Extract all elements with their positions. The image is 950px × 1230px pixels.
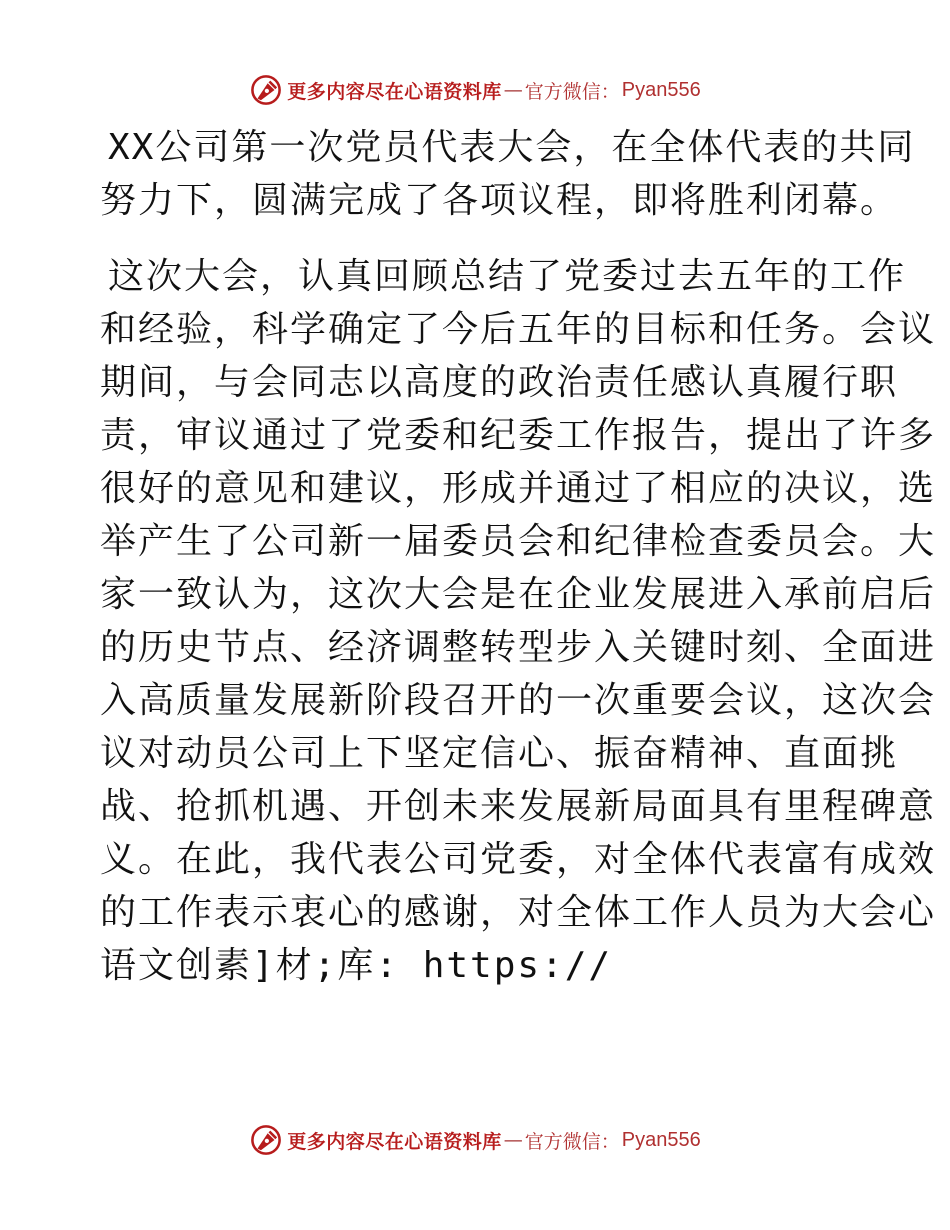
banner-wechat-label: 官方微信：: [524, 80, 620, 103]
paragraph-line: 责，审议通过了党委和纪委工作报告，提出了许多: [100, 415, 937, 456]
paragraph-line: 举产生了公司新一届委员会和纪律检查委员会。大: [100, 521, 937, 562]
paragraph-2: [100, 250, 937, 992]
pen-nib-logo-icon: [249, 1123, 283, 1157]
paragraph-line: 的工作表示衷心的感谢，对全体工作人员为大会心: [100, 892, 937, 933]
paragraph-line: 期间，与会同志以高度的政治责任感认真履行职: [100, 362, 899, 403]
banner-wechat-label: 官方微信：: [524, 1130, 620, 1153]
paragraph-line: 义。在此，我代表公司党委，对全体代表富有成效: [100, 839, 937, 880]
paragraph-1: [100, 121, 916, 227]
paragraph-line: XX公司第一次党员代表大会，在全体代表的共同: [108, 127, 916, 168]
paragraph-line: 和经验，科学确定了今后五年的目标和任务。会议: [100, 309, 937, 350]
paragraph-line: 这次大会，认真回顾总结了党委过去五年的工作: [108, 256, 907, 297]
paragraph-line: 家一致认为，这次大会是在企业发展进入承前启后: [100, 574, 937, 615]
banner-text: 更多内容尽在心语资料库: [287, 1130, 502, 1153]
header-watermark-banner: [0, 68, 950, 112]
pen-nib-logo-icon: [249, 73, 283, 107]
paragraph-line: 战、抢抓机遇、开创未来发展新局面具有里程碑意: [100, 786, 937, 827]
footer-watermark-banner: [0, 1118, 950, 1162]
banner-wechat-id: Pyan556: [621, 1128, 701, 1151]
paragraph-line: 语文创素]材;库: https://: [100, 945, 613, 986]
paragraph-line: 入高质量发展新阶段召开的一次重要会议，这次会: [100, 680, 937, 721]
banner-wechat-id: Pyan556: [621, 78, 701, 101]
banner-separator: —: [503, 79, 523, 101]
paragraph-line: 议对动员公司上下坚定信心、振奋精神、直面挑: [100, 733, 899, 774]
banner-separator: —: [503, 1129, 523, 1151]
banner-text: 更多内容尽在心语资料库: [287, 80, 502, 103]
paragraph-line: 的历史节点、经济调整转型步入关键时刻、全面进: [100, 627, 937, 668]
paragraph-line: 很好的意见和建议，形成并通过了相应的决议，选: [100, 468, 937, 509]
paragraph-line: 努力下，圆满完成了各项议程，即将胜利闭幕。: [100, 180, 899, 221]
